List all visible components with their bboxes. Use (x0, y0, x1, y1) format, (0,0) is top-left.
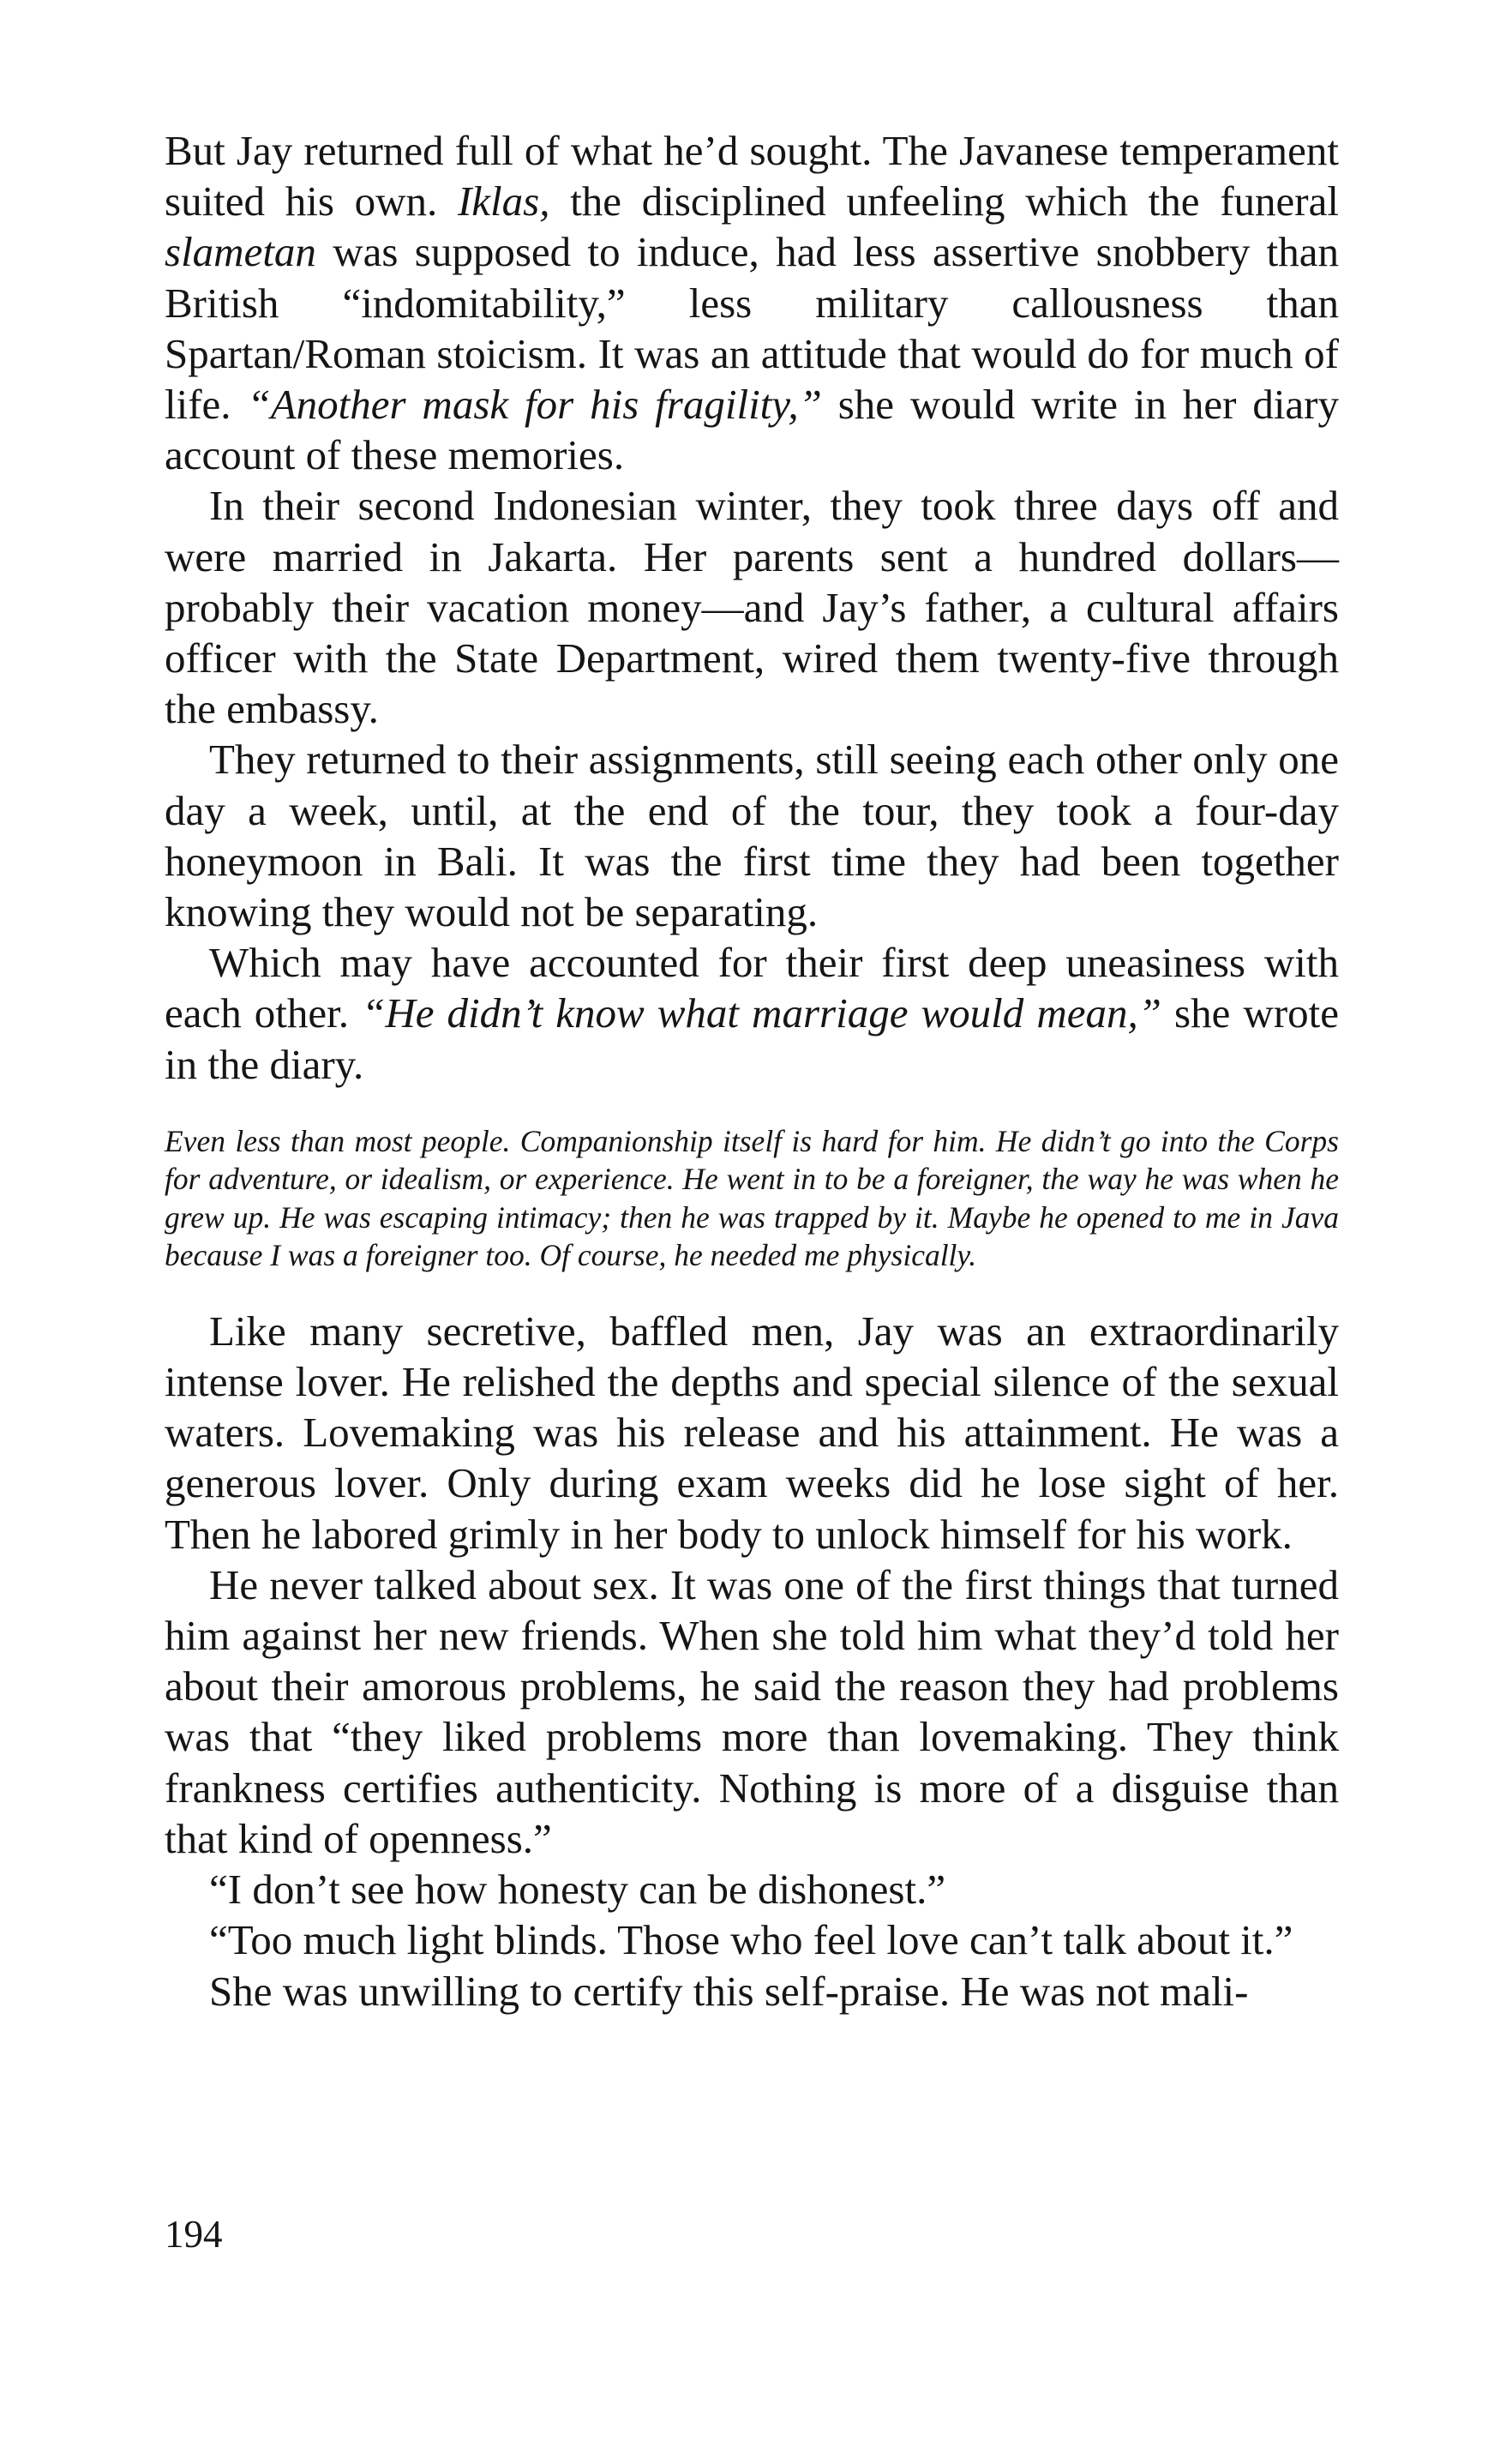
paragraph-7: “I don’t see how honesty can be dishonest.” (209, 1866, 946, 1914)
paragraph-1-text-b: the disciplined unfeeling which the funeral (549, 177, 1339, 225)
page-number: 194 (165, 2213, 223, 2256)
paragraph-1-text-d: she would write in her diary account of these memories. (165, 381, 1340, 479)
paragraph-4 (165, 937, 1339, 1090)
paragraph-4-text-b: she wrote in the diary. (165, 989, 1339, 1088)
paragraph-4-diary-quote: “He didn’t know what marriage would mean,” (362, 989, 1161, 1037)
diary-excerpt: Even less than most people. Companionship itself is hard for him. He didn’t go into the Corps for adventure, or idealism, or experience. He went in to be a foreigner, the way he was when he grew up. He was escaping intimacy; then he was trapped by it. Maybe he opened to me in Java because I was a foreigner too. Of course, he needed me physically. (165, 1123, 1339, 1273)
paragraph-1-text-c: was supposed to induce, had less assertive snobbery than British “indomitability,” less military callousness than Spartan/Roman stoicism. It was an attitude that would do for much of life. (165, 228, 1339, 429)
paragraph-4-text-a: Which may have accounted for their first deep uneasiness with each other. (165, 939, 1339, 1037)
body-text (165, 125, 1339, 2016)
paragraph-9: She was unwilling to certify this self-praise. He was not mali- (209, 1967, 1249, 2015)
paragraph-1-diary-quote: “Another mask for his fragility,” (247, 381, 822, 429)
paragraph-8: “Too much light blinds. Those who feel love can’t talk about it.” (209, 1916, 1293, 1964)
paragraph-1-text-a: But Jay returned full of what he’d sought. The Javanese temperament suited his own. (165, 127, 1339, 225)
paragraph-3: They returned to their assignments, still seeing each other only one day a week, until, at the end of the tour, they took a four-day honeymoon in Bali. It was the first time they had been together knowing they would not be separating. (165, 736, 1339, 936)
paragraph-1-term-slametan: slametan (165, 228, 316, 276)
paragraph-5: Like many secretive, baffled men, Jay was an extraordinarily intense lover. He relished the depths and special silence of the sexual waters. Lovemaking was his release and his attainment. He was a generous lover. Only during exam weeks did he lose sight of her. Then he labored grimly in her body to unlock himself for his work. (165, 1307, 1339, 1558)
paragraph-1 (165, 125, 1339, 480)
paragraph-6: He never talked about sex. It was one of the first things that turned him against her new friends. When she told him what they’d told her about their amorous problems, he said the reason they had problems was that “they liked problems more than lovemaking. They think frankness certifies authenticity. Nothing is more of a disguise than that kind of openness.” (165, 1560, 1339, 1862)
paragraph-1-term-iklas: Iklas, (457, 177, 550, 225)
paragraph-2: In their second Indonesian winter, they took three days off and were married in Jakarta. Her parents sent a hundred dollars—probably their vacation money—and Jay’s father, a cultural affairs officer with the State Department, wired them twenty-five through the embassy. (165, 482, 1339, 733)
